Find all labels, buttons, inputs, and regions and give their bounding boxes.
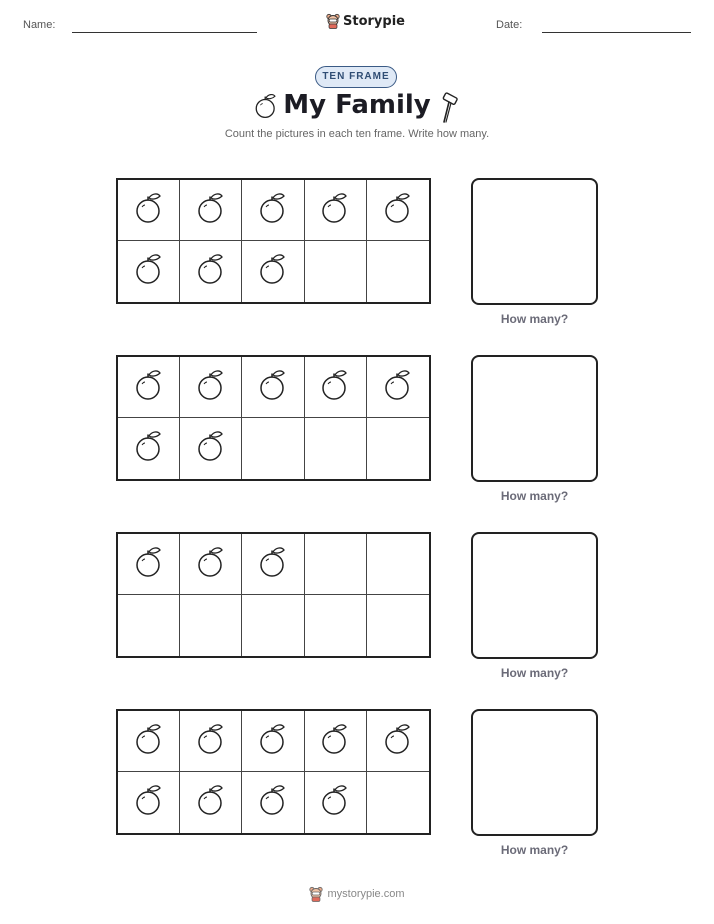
orange-icon: [195, 191, 227, 230]
how-many-label: How many?: [500, 489, 569, 503]
ten-frame-cell: [180, 357, 242, 418]
ten-frame-cell: [305, 418, 367, 479]
orange-icon: [195, 783, 227, 822]
answer-box[interactable]: [471, 355, 598, 482]
ten-frame-cell: [118, 180, 180, 241]
bear-mascot-icon: [309, 886, 323, 902]
how-many-label: How many?: [500, 666, 569, 680]
ten-frame-cell: [305, 772, 367, 833]
ten-frame-cell: [242, 534, 304, 595]
ten-frame-cell: [180, 595, 242, 656]
ten-frame-cell: [305, 711, 367, 772]
page-title: My Family: [283, 90, 431, 120]
orange-icon: [133, 545, 165, 584]
ten-frame-cell: [118, 595, 180, 656]
how-many-label: How many?: [500, 843, 569, 857]
ten-frame: [116, 532, 431, 658]
orange-icon: [257, 191, 289, 230]
orange-icon: [257, 368, 289, 407]
ten-frame-cell: [118, 711, 180, 772]
ten-frame-cell: [118, 534, 180, 595]
ten-frame-cell: [180, 772, 242, 833]
orange-icon: [195, 252, 227, 291]
brand-name: Storypie: [343, 13, 405, 29]
orange-icon: [319, 368, 351, 407]
ten-frame-cell: [180, 241, 242, 302]
orange-icon: [257, 545, 289, 584]
orange-icon: [257, 783, 289, 822]
ten-frame-cell: [242, 241, 304, 302]
worksheet-header: [0, 0, 714, 50]
orange-icon: [319, 722, 351, 761]
orange-icon: [195, 545, 227, 584]
ten-frame-cell: [180, 180, 242, 241]
ten-frame-cell: [305, 180, 367, 241]
orange-icon: [133, 429, 165, 468]
ten-frame-cell: [367, 180, 429, 241]
orange-icon: [257, 252, 289, 291]
ten-frame-cell: [367, 357, 429, 418]
ten-frame-cell: [305, 534, 367, 595]
orange-icon: [133, 191, 165, 230]
ten-frame-cell: [305, 357, 367, 418]
ten-frame: [116, 709, 431, 835]
orange-icon: [382, 722, 414, 761]
ten-frame: [116, 178, 431, 304]
date-label: Date:: [496, 19, 523, 31]
orange-icon: [133, 252, 165, 291]
ten-frame: [116, 355, 431, 481]
ten-frame-cell: [242, 595, 304, 656]
ten-frame-cell: [242, 711, 304, 772]
ten-frame-cell: [242, 772, 304, 833]
how-many-label: How many?: [500, 312, 569, 326]
orange-icon: [133, 368, 165, 407]
answer-box[interactable]: [471, 709, 598, 836]
answer-box[interactable]: [471, 532, 598, 659]
hammer-icon: [437, 92, 463, 124]
ten-frame-cell: [242, 357, 304, 418]
orange-icon: [133, 783, 165, 822]
orange-icon: [195, 429, 227, 468]
ten-frame-cell: [242, 418, 304, 479]
ten-frame-cell: [367, 534, 429, 595]
orange-icon: [133, 722, 165, 761]
ten-frame-cell: [118, 357, 180, 418]
ten-frame-cell: [180, 534, 242, 595]
orange-icon: [382, 368, 414, 407]
ten-frame-cell: [118, 772, 180, 833]
orange-icon: [257, 722, 289, 761]
orange-icon: [319, 191, 351, 230]
ten-frame-badge: TEN FRAME: [315, 66, 397, 88]
instructions: Count the pictures in each ten frame. Write how many.: [224, 128, 490, 140]
ten-frame-cell: [367, 711, 429, 772]
name-line[interactable]: [72, 32, 257, 33]
title-row: [0, 90, 714, 126]
ten-frame-cell: [180, 418, 242, 479]
orange-icon: [195, 722, 227, 761]
ten-frame-cell: [367, 772, 429, 833]
ten-frame-cell: [242, 180, 304, 241]
answer-box[interactable]: [471, 178, 598, 305]
ten-frame-cell: [367, 241, 429, 302]
orange-icon: [195, 368, 227, 407]
name-label: Name:: [23, 19, 56, 31]
ten-frame-cell: [118, 418, 180, 479]
ten-frame-cell: [180, 711, 242, 772]
ten-frame-cell: [305, 241, 367, 302]
ten-frame-cell: [367, 418, 429, 479]
orange-icon: [382, 191, 414, 230]
brand-logo: [326, 13, 405, 29]
ten-frame-cell: [118, 241, 180, 302]
bear-mascot-icon: [326, 13, 340, 29]
orange-icon: [319, 783, 351, 822]
footer-site: mystorypie.com: [327, 888, 405, 900]
ten-frame-cell: [367, 595, 429, 656]
footer: [0, 886, 714, 902]
date-line[interactable]: [542, 32, 691, 33]
ten-frame-cell: [305, 595, 367, 656]
